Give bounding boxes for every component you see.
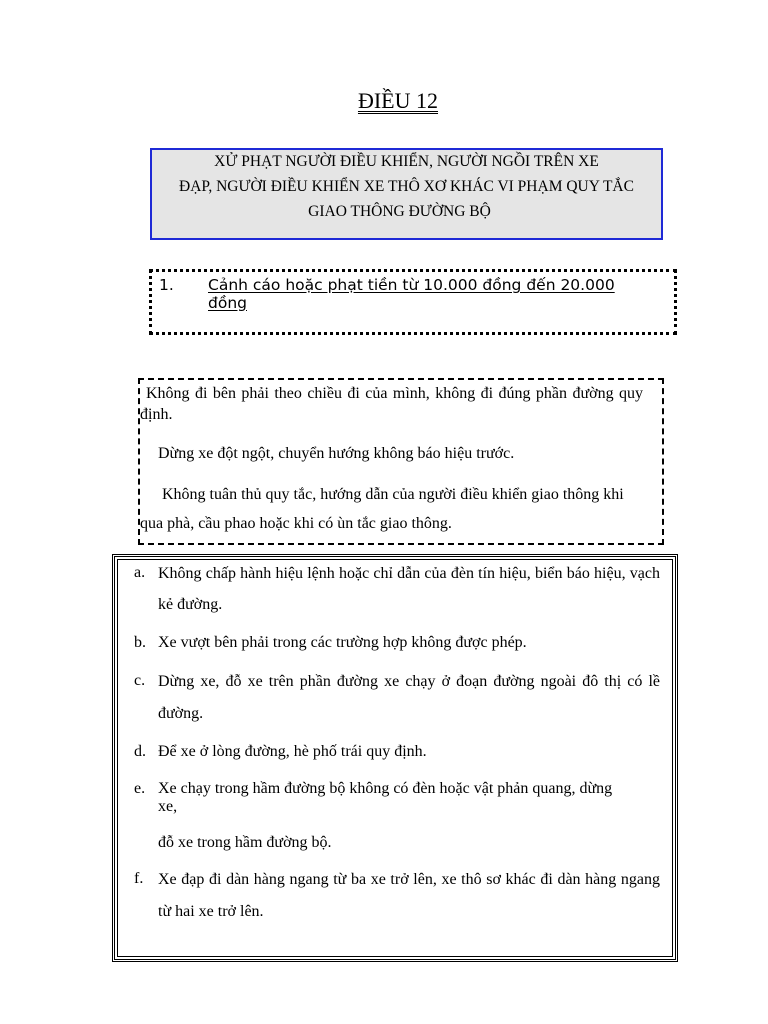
list-item-label: b.: [134, 634, 146, 651]
section-1-text: Cảnh cáo hoặc phạt tiền từ 10.000 đồng đến 20.000 đồng: [208, 276, 615, 312]
list-item-text: Không chấp hành hiệu lệnh hoặc chỉ dẫn của đèn tín hiệu, biển báo hiệu, vạch kẻ đường.: [158, 565, 660, 613]
article-title: ĐIỀU 12: [357, 88, 439, 113]
list-item-text: Để xe ở lòng đường, hè phố trái quy định.: [158, 743, 427, 760]
list-item-label: c.: [134, 672, 146, 689]
violation-paragraph: Dừng xe đột ngột, chuyển hướng không báo hiệu trước.: [158, 445, 515, 462]
list-item-label: d.: [134, 743, 146, 760]
section-1-number: 1.: [159, 276, 174, 294]
heading-line-3: GIAO THÔNG ĐƯỜNG BỘ: [308, 203, 491, 220]
list-item-label: f.: [134, 870, 144, 887]
violation-paragraph: Không đi bên phải theo chiều đi của mình, không đi đúng phần đường quy định.: [140, 385, 643, 423]
list-item-text: Xe đạp đi dàn hàng ngang từ ba xe trở lên, xe thô sơ khác đi dàn hàng ngang từ hai xe trở lên.: [158, 871, 660, 920]
violations-dashed-box: [138, 378, 664, 545]
list-item-label: a.: [134, 564, 146, 581]
list-item-label: e.: [134, 780, 146, 797]
list-item-continuation: đỗ xe trong hầm đường bộ.: [158, 834, 332, 851]
heading-line-2: ĐẠP, NGƯỜI ĐIỀU KHIỂN XE THÔ XƠ KHÁC VI PHẠM QUY TẮC: [179, 178, 634, 195]
article-heading-box: [150, 148, 663, 240]
list-item-text-wrap: xe,: [158, 798, 178, 815]
violation-paragraph: Không tuân thủ quy tắc, hướng dẫn của người điều khiển giao thông khi qua phà, cầu phao hoặc khi có ùn tắc giao thông.: [140, 486, 624, 532]
heading-line-1: XỬ PHẠT NGƯỜI ĐIỀU KHIỂN, NGƯỜI NGỒI TRÊN XE: [214, 153, 599, 170]
list-item-text: Xe chạy trong hầm đường bộ không có đèn hoặc vật phản quang, dừng: [158, 780, 613, 797]
list-item-text: Dừng xe, đỗ xe trên phần đường xe chạy ở đoạn đường ngoài đô thị có lề đường.: [158, 673, 660, 722]
list-item-text: Xe vượt bên phải trong các trường hợp không được phép.: [158, 634, 527, 651]
section-1-box: [149, 269, 677, 335]
violations-list-box: [114, 556, 676, 960]
